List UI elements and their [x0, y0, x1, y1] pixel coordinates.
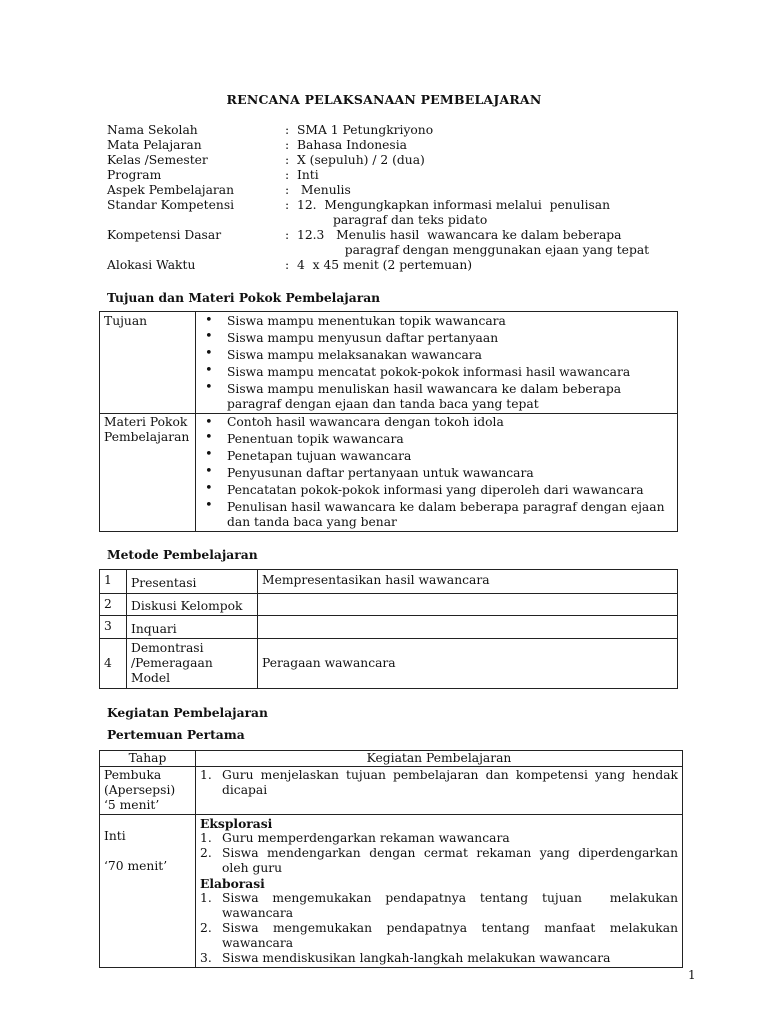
info-value	[297, 198, 667, 228]
info-colon: :	[285, 123, 290, 137]
info-row-aspek	[107, 183, 667, 198]
info-row-alokasi-waktu	[107, 258, 667, 273]
info-label: Kelas /Semester	[107, 153, 208, 167]
column-header-tahap: Tahap	[100, 751, 196, 767]
info-value: Inti	[297, 168, 319, 182]
metode-no-cell: 3	[100, 616, 127, 639]
list-item: • Pencatatan pokok-pokok informasi yang diperoleh dari wawancara	[200, 481, 673, 498]
tahap-time: ‘70 menit’	[104, 859, 168, 873]
info-value	[297, 228, 667, 258]
section-subheading-pertemuan: Pertemuan Pertama	[107, 727, 245, 742]
info-colon: :	[285, 153, 290, 167]
list-item: • Siswa mampu mencatat pokok-pokok informasi hasil wawancara	[200, 363, 673, 380]
column-header-kegiatan: Kegiatan Pembelajaran	[196, 751, 683, 767]
table-row-inti	[100, 815, 683, 968]
table-row-pembuka	[100, 767, 683, 815]
table-row	[100, 639, 678, 689]
info-label: Kompetensi Dasar	[107, 228, 222, 242]
table-row	[100, 570, 678, 594]
metode-desc-cell	[258, 616, 678, 639]
identity-info	[107, 123, 667, 273]
list-item: • Siswa mampu menuliskan hasil wawancara ke dalam beberapa paragraf dengan ejaan dan tanda baca yang tepat	[200, 380, 673, 412]
pembuka-list	[200, 768, 678, 798]
tujuan-list	[200, 313, 673, 412]
list-item	[200, 768, 678, 798]
metode-table	[99, 569, 678, 689]
item-number: 1.	[200, 768, 212, 782]
metode-desc-cell: Mempresentasikan hasil wawancara	[258, 570, 678, 594]
kegiatan-cell-pembuka	[196, 767, 683, 815]
list-item: • Penentuan topik wawancara	[200, 430, 673, 447]
tahap-cell-pembuka	[100, 767, 196, 815]
table-row-tujuan	[100, 312, 678, 414]
info-value: SMA 1 Petungkriyono	[297, 123, 434, 137]
table-header-row	[100, 751, 683, 767]
item-number: 1.	[200, 891, 212, 905]
item-text: Siswa mengemukakan pendapatnya tentang manfaat melakukan wawancara	[222, 921, 678, 950]
list-item	[200, 921, 678, 951]
item-text: Siswa mendengarkan dengan cermat rekaman yang diperdengarkan oleh guru	[222, 846, 678, 875]
info-row-standar-kompetensi	[107, 198, 667, 228]
item-number: 3.	[200, 951, 212, 965]
table-row	[100, 616, 678, 639]
info-value-line: 12. Mengungkapkan informasi melalui penulisan	[297, 198, 611, 212]
list-item: • Siswa mampu menentukan topik wawancara	[200, 313, 673, 329]
metode-name-cell: Presentasi	[127, 570, 258, 594]
item-text: Siswa mendiskusikan langkah-langkah melakukan wawancara	[222, 951, 611, 965]
tahap-time: ‘5 menit’	[104, 798, 160, 812]
info-label: Mata Pelajaran	[107, 138, 202, 152]
section-heading-kegiatan: Kegiatan Pembelajaran	[107, 705, 268, 720]
list-item: • Siswa mampu melaksanakan wawancara	[200, 346, 673, 363]
info-value-continuation: paragraf dan teks pidato	[333, 213, 488, 227]
list-item: • Contoh hasil wawancara dengan tokoh idola	[200, 415, 673, 430]
item-text: Guru memperdengarkan rekaman wawancara	[222, 831, 510, 845]
metode-no-cell: 2	[100, 594, 127, 616]
elaborasi-label: Elaborasi	[200, 876, 265, 891]
list-item: • Siswa mampu menyusun daftar pertanyaan	[200, 329, 673, 346]
list-item	[200, 951, 678, 966]
materi-items-cell	[196, 414, 678, 532]
info-row-nama-sekolah	[107, 123, 667, 138]
materi-label-cell	[100, 414, 196, 532]
info-colon: :	[285, 168, 290, 182]
metode-no-cell: 1	[100, 570, 127, 594]
section-heading-tujuan: Tujuan dan Materi Pokok Pembelajaran	[107, 290, 381, 305]
info-colon: :	[285, 228, 290, 242]
info-row-program	[107, 168, 667, 183]
document-title: RENCANA PELAKSANAAN PEMBELAJARAN	[226, 92, 542, 107]
info-value: Bahasa Indonesia	[297, 138, 407, 152]
info-value-line: 12.3 Menulis hasil wawancara ke dalam beberapa	[297, 228, 622, 242]
tahap-label: Inti	[104, 829, 126, 843]
page-number: 1	[688, 968, 696, 982]
list-item: • Penulisan hasil wawancara ke dalam beberapa paragraf dengan ejaan dan tanda baca yang benar	[200, 498, 673, 530]
info-colon: :	[285, 138, 290, 152]
info-row-mata-pelajaran	[107, 138, 667, 153]
item-text: Siswa mengemukakan pendapatnya tentang tujuan melakukan wawancara	[222, 891, 682, 920]
list-item: • Penyusunan daftar pertanyaan untuk wawancara	[200, 464, 673, 481]
metode-desc-cell	[258, 594, 678, 616]
metode-name-cell: Inquari	[127, 616, 258, 639]
table-row-materi	[100, 414, 678, 532]
info-value: Menulis	[297, 183, 351, 197]
section-heading-metode: Metode Pembelajaran	[107, 547, 258, 562]
info-label: Standar Kompetensi	[107, 198, 235, 212]
tahap-cell-inti	[100, 815, 196, 968]
info-label: Alokasi Waktu	[107, 258, 196, 272]
list-item	[200, 831, 678, 846]
info-value-continuation: paragraf dengan menggunakan ejaan yang tepat	[333, 243, 650, 257]
item-number: 2.	[200, 921, 212, 935]
info-value: 4 x 45 menit (2 pertemuan)	[297, 258, 473, 272]
table-row	[100, 594, 678, 616]
item-number: 1.	[200, 831, 212, 845]
info-colon: :	[285, 258, 290, 272]
list-item: • Penetapan tujuan wawancara	[200, 447, 673, 464]
item-number: 2.	[200, 846, 212, 860]
metode-name-cell: Diskusi Kelompok	[127, 594, 258, 616]
list-item	[200, 846, 678, 876]
info-label: Program	[107, 168, 162, 182]
item-text: Guru menjelaskan tujuan pembelajaran dan kompetensi yang hendak dicapai	[222, 768, 678, 797]
list-item	[200, 891, 682, 921]
info-value: X (sepuluh) / 2 (dua)	[297, 153, 425, 167]
tujuan-label-cell: Tujuan	[100, 312, 196, 414]
materi-label: Materi Pokok Pembelajaran	[104, 415, 190, 444]
tujuan-items-cell	[196, 312, 678, 414]
metode-name-cell: Demontrasi /Pemeragaan Model	[127, 639, 258, 689]
tujuan-materi-table	[99, 311, 678, 532]
metode-no-cell: 4	[100, 639, 127, 689]
kegiatan-table	[99, 750, 683, 968]
info-row-kompetensi-dasar	[107, 228, 667, 258]
info-label: Nama Sekolah	[107, 123, 198, 137]
info-colon: :	[285, 183, 290, 197]
info-colon: :	[285, 198, 290, 212]
metode-desc-cell: Peragaan wawancara	[258, 639, 678, 689]
info-row-kelas-semester	[107, 153, 667, 168]
materi-list	[200, 415, 673, 530]
eksplorasi-label: Eksplorasi	[200, 816, 273, 831]
tahap-sublabel: (Apersepsi)	[104, 783, 176, 797]
eksplorasi-list	[200, 831, 678, 876]
info-label: Aspek Pembelajaran	[107, 183, 235, 197]
kegiatan-cell-inti	[196, 815, 683, 968]
elaborasi-list	[200, 891, 682, 966]
tahap-label: Pembuka	[104, 768, 162, 782]
